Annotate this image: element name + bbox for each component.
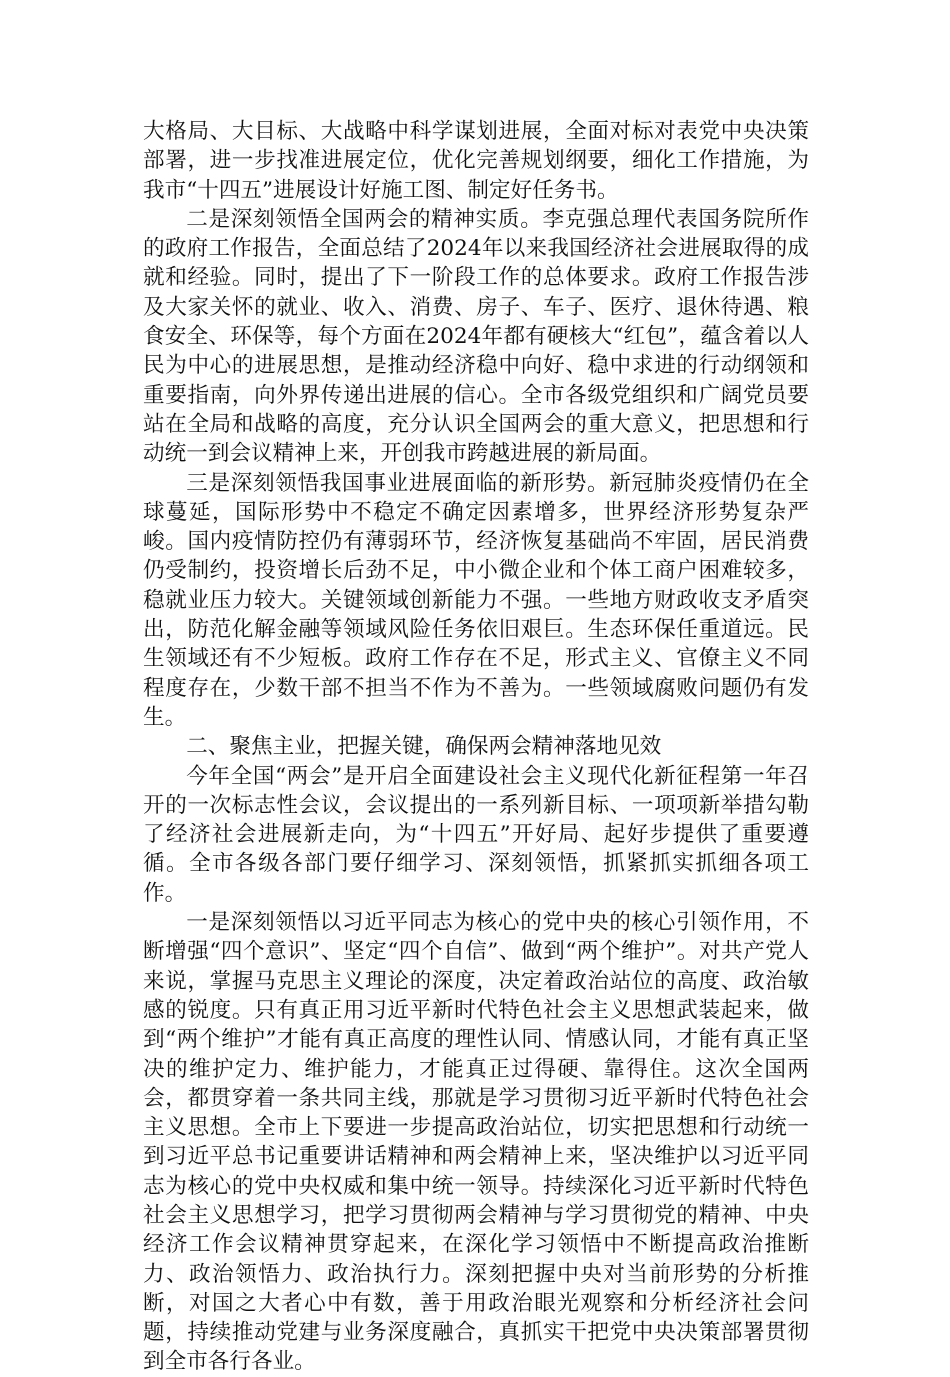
paragraph-continuation: 大格局、大目标、大战略中科学谋划进展，全面对标对表党中央决策部署，进一步找准进展定位，优化完善规划纲要，细化工作措施，为我市“十四五”进展设计好施工图、制定好任务书。	[143, 119, 809, 203]
document-page	[143, 117, 809, 1377]
paragraph-two-sessions-essence: 二是深刻领悟全国两会的精神实质。李克强总理代表国务院所作的政府工作报告，全面总结了2024年以来我国经济社会进展取得的成就和经验。同时，提出了下一阶段工作的总体要求。政府工作报告涉及大家关怀的就业、收入、消费、房子、车子、医疗、退休待遇、粮食安全、环保等，每个方面在2024年都有硬核大“红包”，蕴含着以人民为中心的进展思想，是推动经济稳中向好、稳中求进的行动纲领和重要指南，向外界传递出进展的信心。全市各级党组织和广阔党员要站在全局和战略的高度，充分认识全国两会的重大意义，把思想和行动统一到会议精神上来，开创我市跨越进展的新局面。	[143, 206, 809, 467]
paragraph-new-situation: 三是深刻领悟我国事业进展面临的新形势。新冠肺炎疫情仍在全球蔓延，国际形势中不稳定不确定因素增多，世界经济形势复杂严峻。国内疫情防控仍有薄弱环节，经济恢复基础尚不牢固，居民消费仍受制约，投资增长后劲不足，中小微企业和个体工商户困难较多，稳就业压力较大。关键领域创新能力不强。一些地方财政收支矛盾突出，防范化解金融等领域风险任务依旧艰巨。生态环保任重道远。民生领域还有不少短板。政府工作存在不足，形式主义、官僚主义不同程度存在，少数干部不担当不作为不善为。一些领域腐败问题仍有发生。	[143, 470, 809, 730]
paragraph-core-leadership: 一是深刻领悟以习近平同志为核心的党中央的核心引领作用，不断增强“四个意识”、坚定“四个自信”、做到“两个维护”。对共产党人来说，掌握马克思主义理论的深度，决定着政治站位的高度、政治敏感的锐度。只有真正用习近平新时代特色社会主义思想武装起来，做到“两个维护”才能有真正高度的理性认同、情感认同，才能有真正坚决的维护定力、维护能力，才能真正过得硬、靠得住。这次全国两会，都贯穿着一条共同主线，那就是学习贯彻习近平新时代特色社会主义思想。全市上下要进一步提高政治站位，切实把思想和行动统一到习近平总书记重要讲话精神和两会精神上来，坚决维护以习近平同志为核心的党中央权威和集中统一领导。持续深化习近平新时代特色社会主义思想学习，把学习贯彻两会精神与学习贯彻党的精神、中央经济工作会议精神贯穿起来，在深化学习领悟中不断提高政治推断力、政治领悟力、政治执行力。深刻把握中央对当前形势的分析推断，对国之大者心中有数，善于用政治眼光观察和分析经济社会问题，持续推动党建与业务深度融合，真抓实干把党中央决策部署贯彻到全市各行各业。	[143, 910, 809, 1375]
paragraph-section-intro: 今年全国“两会”是开启全面建设社会主义现代化新征程第一年召开的一次标志性会议，会议提出的一系列新目标、一项项新举措勾勒了经济社会进展新走向，为“十四五”开好局、起好步提供了重要遵循。全市各级各部门要仔细学习、深刻领悟，抓紧抓实抓细各项工作。	[143, 763, 809, 906]
section-heading: 二、聚焦主业，把握关键，确保两会精神落地见效	[186, 734, 662, 760]
